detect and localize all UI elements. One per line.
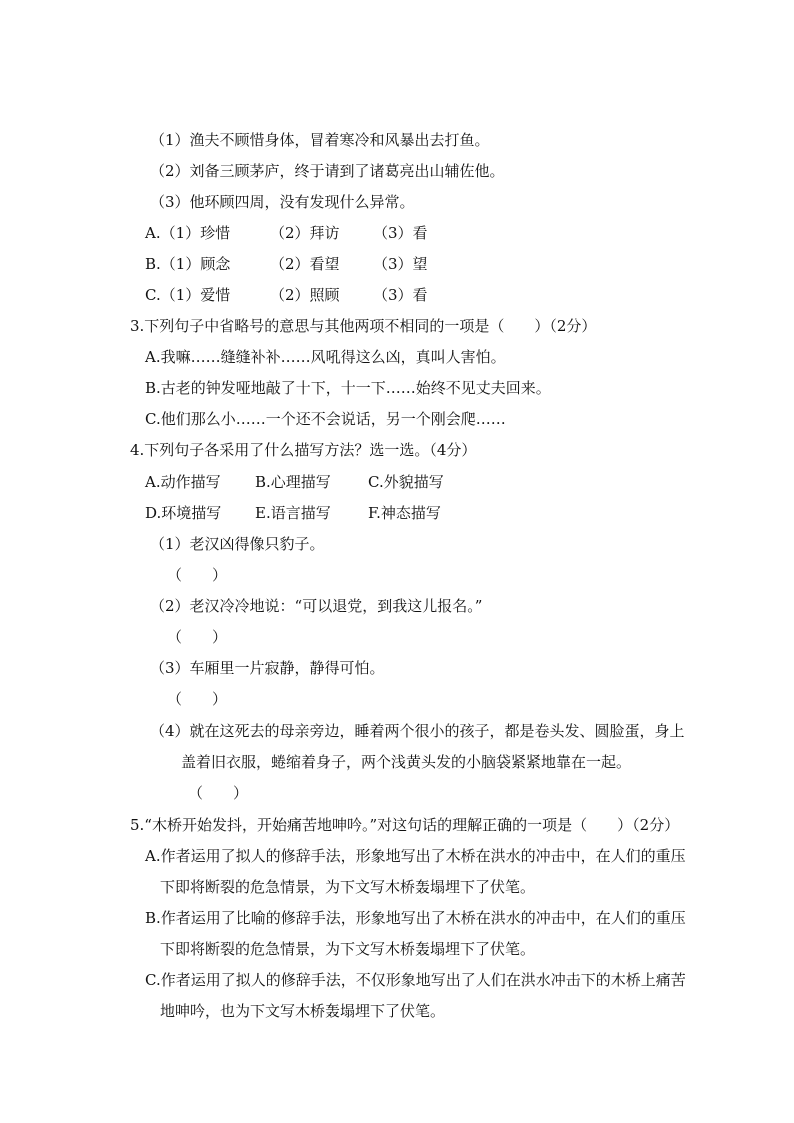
q2-option-a-part1: A.（1）珍惜 [145, 224, 231, 242]
q4-answer-blank-1: （ ） [167, 566, 228, 584]
q4-method-b: B.心理描写 [255, 473, 331, 491]
q2-option-c-part3: （3）看 [373, 286, 428, 304]
q5-option-a-line-1: A.作者运用了拟人的修辞手法，形象地写出了木桥在洪水的冲击中，在人们的重压 [145, 847, 686, 865]
q2-option-b-part1: B.（1）顾念 [145, 255, 231, 273]
q2-option-a-part2: （2）拜访 [270, 224, 340, 242]
q2-option-b-part2: （2）看望 [270, 255, 340, 273]
q2-option-b-part3: （3）望 [373, 255, 428, 273]
q4-answer-blank-4: （ ） [188, 784, 249, 802]
q2-option-c-part2: （2）照顾 [270, 286, 340, 304]
q5-option-b-line-2: 下即将断裂的危急情景，为下文写木桥轰塌埋下了伏笔。 [160, 940, 536, 958]
q4-answer-blank-3: （ ） [167, 690, 228, 708]
q4-sentence-4-line-2: 盖着旧衣服，蜷缩着身子，两个浅黄头发的小脑袋紧紧地靠在一起。 [181, 753, 632, 771]
q5-option-c-line-2: 地呻吟，也为下文写木桥轰塌埋下了伏笔。 [160, 1002, 446, 1020]
q4-stem: 4.下列句子各采用了什么描写方法？选一选。（4分） [130, 441, 477, 459]
q5-option-c-line-1: C.作者运用了拟人的修辞手法，不仅形象地写出了人们在洪水冲击下的木桥上痛苦 [145, 971, 686, 989]
q3-option-b: B.古老的钟发哑地敲了十下，十一下……始终不见丈夫回来。 [145, 379, 551, 397]
q4-sentence-4-line-1: （4）就在这死去的母亲旁边，睡着两个很小的孩子，都是卷头发、圆脸蛋，身上 [150, 722, 685, 740]
q2-sentence-3: （3）他环顾四周，没有发现什么异常。 [150, 193, 415, 211]
q2-option-a-part3: （3）看 [373, 224, 428, 242]
q4-method-d: D.环境描写 [145, 504, 222, 522]
q5-option-a-line-2: 下即将断裂的危急情景，为下文写木桥轰塌埋下了伏笔。 [160, 878, 536, 896]
q5-option-b-line-1: B.作者运用了比喻的修辞手法，形象地写出了木桥在洪水的冲击中，在人们的重压 [145, 909, 686, 927]
q4-answer-blank-2: （ ） [167, 628, 228, 646]
q4-sentence-2: （2）老汉冷冷地说：“可以退党，到我这儿报名。” [150, 597, 483, 615]
q2-option-c-part1: C.（1）爱惜 [145, 286, 231, 304]
q4-sentence-3: （3）车厢里一片寂静，静得可怕。 [150, 659, 385, 677]
q2-sentence-1: （1）渔夫不顾惜身体，冒着寒冷和风暴出去打鱼。 [150, 131, 490, 149]
q4-method-e: E.语言描写 [255, 504, 331, 522]
q4-method-f: F.神态描写 [368, 504, 441, 522]
q3-option-a: A.我嘛……缝缝补补……风吼得这么凶，真叫人害怕。 [145, 348, 506, 366]
q3-option-c: C.他们那么小……一个还不会说话，另一个刚会爬…… [145, 410, 506, 428]
q2-sentence-2: （2）刘备三顾茅庐，终于请到了诸葛亮出山辅佐他。 [150, 162, 505, 180]
q4-sentence-1: （1）老汉凶得像只豹子。 [150, 535, 325, 553]
q4-method-a: A.动作描写 [145, 473, 221, 491]
q4-method-c: C.外貌描写 [368, 473, 444, 491]
q3-stem: 3.下列句子中省略号的意思与其他两项不相同的一项是（ ）（2分） [130, 317, 597, 335]
q5-stem: 5.“木桥开始发抖，开始痛苦地呻吟。”对这句话的理解正确的一项是（ ）（2分） [130, 816, 680, 834]
